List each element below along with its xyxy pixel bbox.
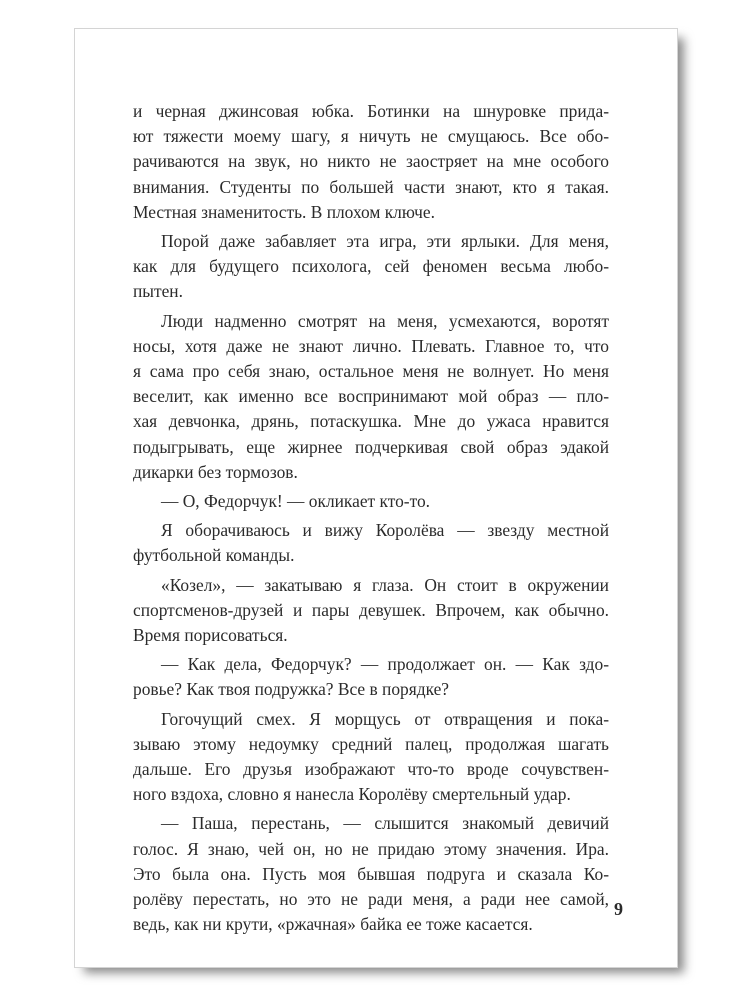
paragraph: [133, 518, 609, 568]
text-line: Это была она. Пусть моя бывшая подруга и сказала Ко-: [133, 863, 609, 884]
text-line: и черная джинсовая юбка. Ботинки на шнуровке прида-: [133, 101, 609, 121]
paragraph: [133, 573, 609, 649]
text-line: я сама про себя знаю, остальное меня не волнует. Но меня: [133, 361, 609, 382]
text-line: дальше. Его друзья изображают что-то вроде сочувствен-: [133, 759, 609, 780]
text-line: веселит, как именно все воспринимают мой образ — пло-: [133, 386, 609, 407]
text-line: дикарки без тормозов.: [133, 461, 298, 482]
text-line: — Паша, перестань, — слышится знакомый девичий: [161, 813, 609, 834]
text-line: внимания. Студенты по большей части знают, кто я такая.: [133, 176, 609, 197]
text-line: Я оборачиваюсь и вижу Королёва — звезду местной: [161, 520, 609, 541]
text-line: Время порисоваться.: [133, 625, 288, 646]
text-line: пытен.: [133, 281, 183, 302]
text-line: рачиваются на звук, но никто не заостряет на мне особого: [133, 151, 609, 172]
text-line: «Козел», — закатываю я глаза. Он стоит в окружении: [161, 574, 609, 595]
paragraph: [133, 707, 609, 808]
text-line: ведь, как ни крути, «ржачная» байка ее тоже касается.: [133, 914, 533, 935]
text-line: ровье? Как твоя подружка? Все в порядке?: [133, 679, 450, 700]
text-line: ролёву перестать, но это не ради меня, а ради нее самой,: [133, 889, 609, 910]
text-line: носы, хотя даже не знают лично. Плевать. Главное то, что: [133, 335, 609, 356]
paragraph: [133, 99, 609, 225]
book-page: [74, 28, 678, 968]
text-line: — О, Федорчук! — окликает кто-то.: [161, 491, 430, 512]
paragraph: [133, 811, 609, 937]
text-line: спортсменов-друзей и пары девушек. Впрочем, как обычно.: [133, 599, 609, 620]
page-body-text: [133, 99, 609, 942]
text-line: подыгрывать, еще жирнее подчеркивая свой образ эдакой: [133, 436, 609, 457]
text-line: Местная знаменитость. В плохом ключе.: [133, 201, 435, 222]
text-line: ного вздоха, словно я нанесла Королёву смертельный удар.: [133, 784, 571, 805]
page-number: 9: [614, 899, 623, 919]
text-line: футбольной команды.: [133, 545, 295, 566]
paragraph: [133, 229, 609, 305]
paragraph: [133, 652, 609, 702]
text-line: ют тяжести моему шагу, я ничуть не смущаюсь. Все обо-: [133, 126, 609, 147]
text-line: голос. Я знаю, чей он, но не придаю этому значения. Ира.: [133, 838, 609, 859]
text-line: Гогочущий смех. Я морщусь от отвращения и пока-: [161, 708, 609, 729]
text-line: — Как дела, Федорчук? — продолжает он. — Как здо-: [161, 654, 609, 675]
text-line: как для будущего психолога, сей феномен весьма любо-: [133, 256, 609, 277]
text-line: Люди надменно смотрят на меня, усмехаются, воротят: [161, 310, 609, 331]
paragraph: [133, 309, 609, 485]
paragraph: [133, 489, 609, 514]
text-line: Порой даже забавляет эта игра, эти ярлыки. Для меня,: [161, 231, 609, 252]
text-line: зываю этому недоумку средний палец, продолжая шагать: [133, 733, 609, 754]
text-line: хая девчонка, дрянь, потаскушка. Мне до ужаса нравится: [133, 411, 609, 432]
